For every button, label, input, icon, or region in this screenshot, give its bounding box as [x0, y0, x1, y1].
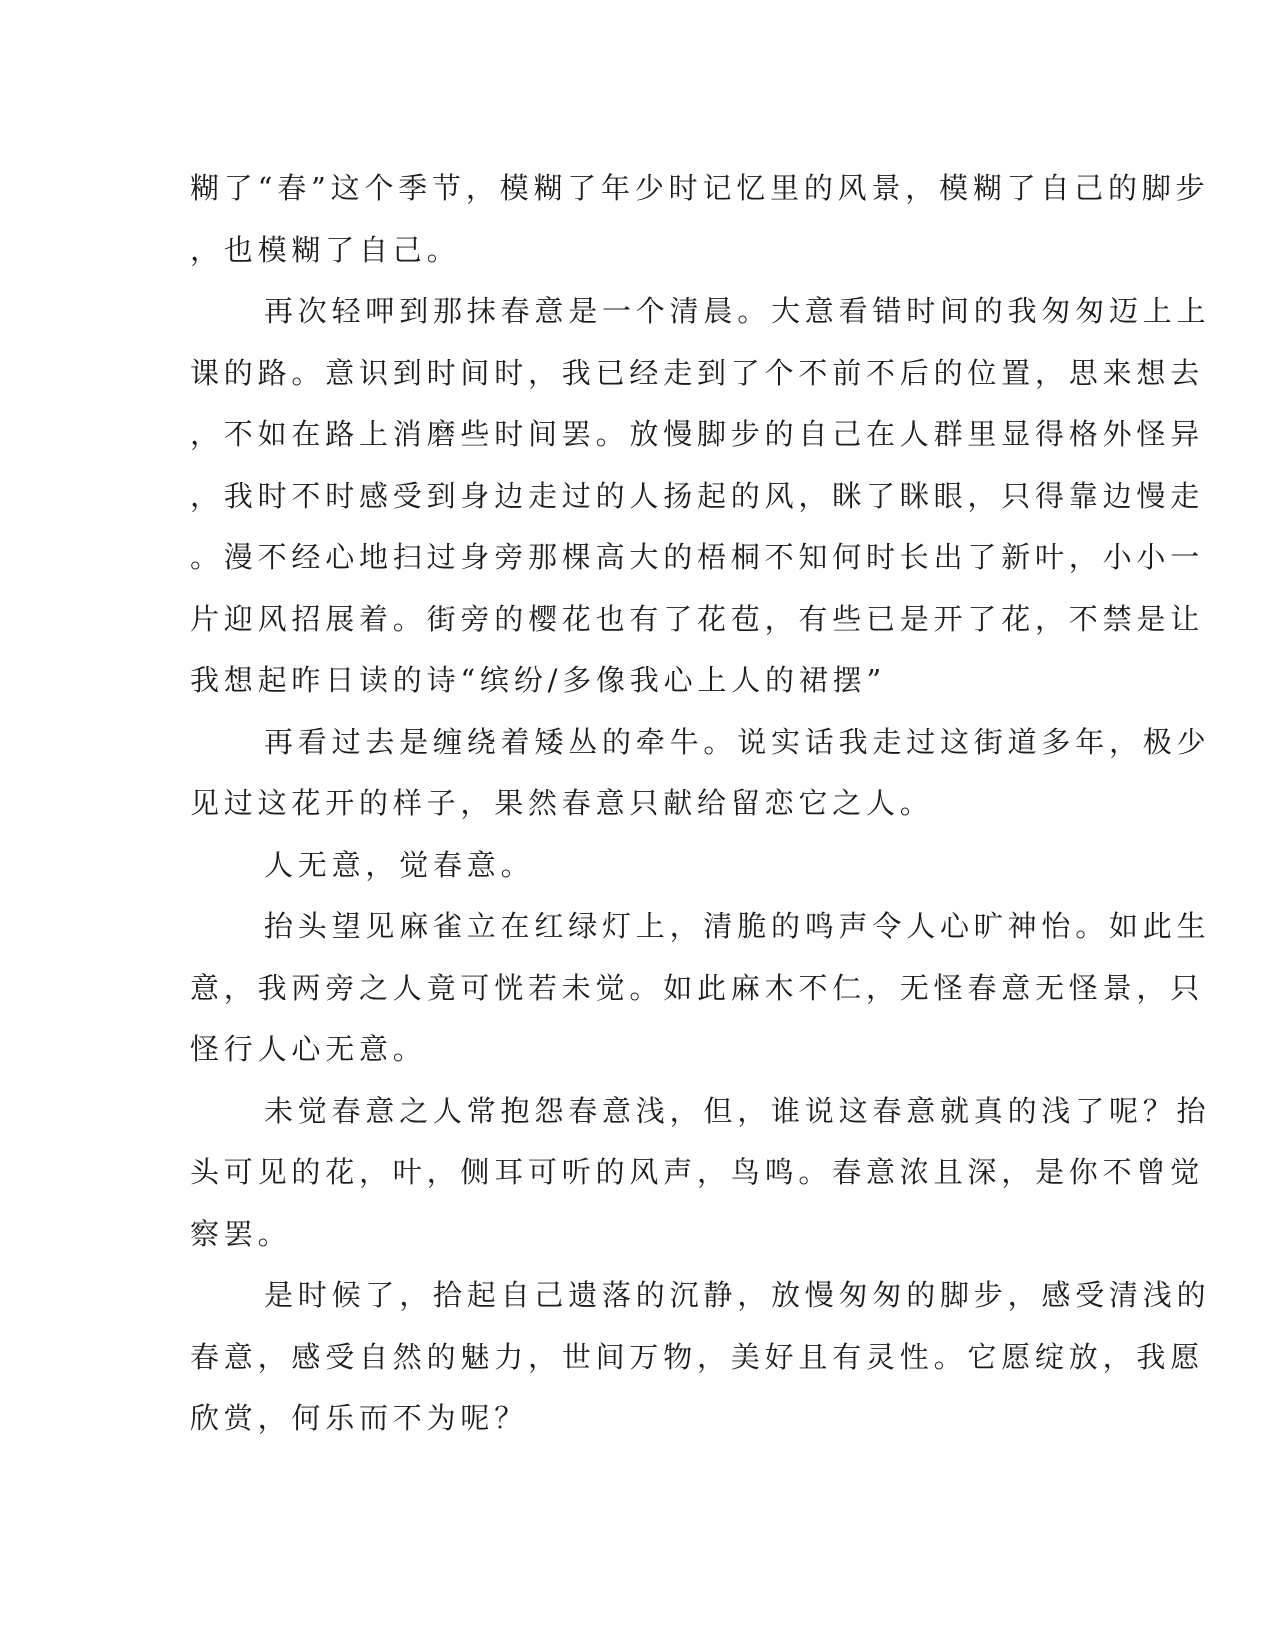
paragraph-start-line: 未觉春意之人常抱怨春意浅，但，谁说这春意就真的浅了呢？抬	[264, 1093, 1211, 1128]
paragraph-start-line: 人无意，觉春意。	[264, 847, 535, 882]
text-line: 春意，感受自然的魅力，世间万物，美好且有灵性。它愿绽放，我愿	[190, 1339, 1205, 1374]
paragraph-start-line: 再看过去是缠绕着矮丛的牵牛。说实话我走过这街道多年，极少	[264, 724, 1211, 759]
text-line: 片迎风招展着。街旁的樱花也有了花苞，有些已是开了花，不禁是让	[190, 601, 1205, 636]
essay-body	[190, 158, 1211, 1450]
text-line: 怪行人心无意。	[190, 1032, 427, 1066]
text-line: 我想起昨日读的诗“缤纷/多像我心上人的裙摆”	[190, 663, 887, 697]
text-line: ，不如在路上消磨些时间罢。放慢脚步的自己在人群里显得格外怪异	[190, 417, 1205, 451]
text-line: 欣赏，何乐而不为呢？	[190, 1401, 529, 1435]
text-line: 察罢。	[190, 1216, 292, 1251]
text-line: ，也模糊了自己。	[190, 232, 461, 267]
text-line: ，我时不时感受到身边走过的人扬起的风，眯了眯眼，只得靠边慢走	[190, 478, 1205, 513]
text-line: 意，我两旁之人竟可恍若未觉。如此麻木不仁，无怪春意无怪景，只	[190, 970, 1205, 1005]
paragraph-start-line: 再次轻呷到那抹春意是一个清晨。大意看错时间的我匆匆迈上上	[264, 294, 1211, 328]
paragraph-start-line: 是时候了，拾起自己遗落的沉静，放慢匆匆的脚步，感受清浅的	[264, 1278, 1211, 1312]
text-line: 课的路。意识到时间时，我已经走到了个不前不后的位置，思来想去	[190, 355, 1205, 390]
text-line: 糊了“春”这个季节，模糊了年少时记忆里的风景，模糊了自己的脚步	[190, 171, 1210, 205]
text-line: 。漫不经心地扫过身旁那棵高大的梧桐不知何时长出了新叶，小小一	[190, 540, 1205, 574]
text-line: 头可见的花，叶，侧耳可听的风声，鸟鸣。春意浓且深，是你不曾觉	[190, 1155, 1205, 1189]
paragraph-start-line: 抬头望见麻雀立在红绿灯上，清脆的鸣声令人心旷神怡。如此生	[264, 909, 1211, 943]
text-line: 见过这花开的样子，果然春意只献给留恋它之人。	[190, 786, 934, 820]
